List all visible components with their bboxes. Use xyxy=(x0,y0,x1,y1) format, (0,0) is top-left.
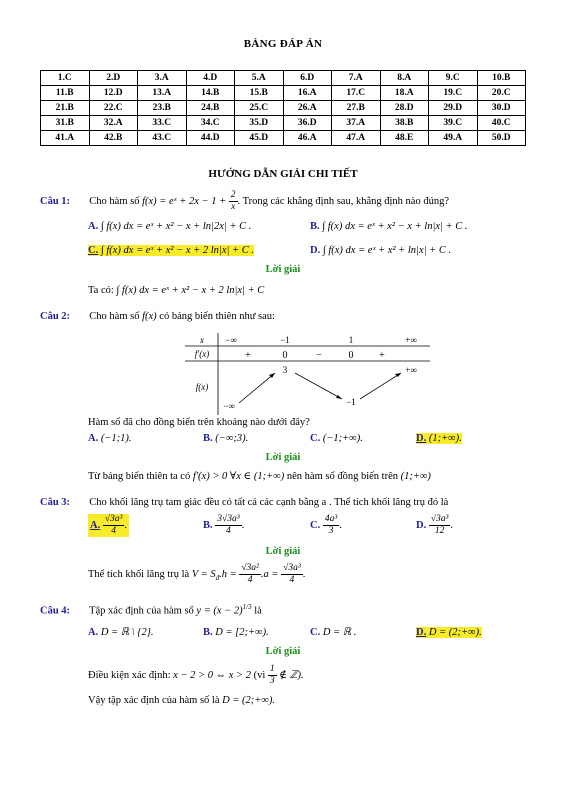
answer-key-cell: 2.D xyxy=(89,71,138,86)
q1-label: Câu 1: xyxy=(40,195,71,207)
q2-solution-heading: Lời giải xyxy=(265,452,301,463)
vt-f1: 3 xyxy=(282,365,288,375)
answer-key-cell: 36.D xyxy=(283,116,332,131)
answer-key-cell: 30.D xyxy=(477,101,526,116)
answer-key-cell: 50.D xyxy=(477,131,526,146)
q2-label: Câu 2: xyxy=(40,311,71,322)
q3-solution: Thể tích khối lăng trụ là $V = S_đ.h$ = $\frac{\text{√3a²}}{4}$ .a = $\frac{\text{√3a³}}{4}$ . xyxy=(88,563,306,585)
q3-solution-heading: Lời giải xyxy=(265,546,301,557)
vt-f-label: f(x) xyxy=(195,382,209,392)
vt-x3: +∞ xyxy=(405,335,417,345)
answer-key-cell: 17.C xyxy=(332,86,381,101)
answer-key-cell: 1.C xyxy=(41,71,90,86)
answer-key-cell: 32.A xyxy=(89,116,138,131)
answer-key-cell: 10.B xyxy=(477,71,526,86)
answer-key-cell: 35.D xyxy=(235,116,284,131)
answer-key-row xyxy=(41,86,526,101)
q1-stem: Câu 1: Cho hàm số f(x) = eˣ + 2x − 1 + $\frac{2}{x}$ . Trong các khẳng định sau, khẳng định nào đúng? xyxy=(40,190,449,212)
answer-key-row xyxy=(41,101,526,116)
vt-f0: −∞ xyxy=(223,401,235,411)
answer-key-row xyxy=(41,131,526,146)
answer-key-cell: 14.B xyxy=(186,86,235,101)
answer-key-table xyxy=(40,70,526,146)
vt-sign0: + xyxy=(245,350,251,361)
q1-option-d[interactable]: D. ∫ f(x) dx = eˣ + x² + ln|x| + C . xyxy=(310,245,452,256)
q1-option-c[interactable]: C. ∫ f(x) dx = eˣ + x² − x + 2 ln|x| + C . xyxy=(88,245,254,256)
answer-key-cell: 11.B xyxy=(41,86,90,101)
q4-option-d[interactable]: D. D = (2;+∞). xyxy=(416,627,482,638)
q1-option-a[interactable]: A. ∫ f(x) dx = eˣ + x² − x + ln|2x| + C . xyxy=(88,221,252,232)
q4-condition: Điều kiện xác định: x − 2 > 0 ⇔ x > 2 (vì $\frac{1}{3}$ ∉ ℤ). xyxy=(88,664,304,686)
answer-key-cell: 26.A xyxy=(283,101,332,116)
answer-key-cell: 16.A xyxy=(283,86,332,101)
answer-key-cell: 20.C xyxy=(477,86,526,101)
answer-key-cell: 27.B xyxy=(332,101,381,116)
answer-key-cell: 31.B xyxy=(41,116,90,131)
vt-x0: −∞ xyxy=(225,335,237,345)
answer-key-cell: 6.D xyxy=(283,71,332,86)
answer-key-cell: 29.D xyxy=(429,101,478,116)
q2-option-d[interactable]: D. (1;+∞). xyxy=(416,433,462,444)
answer-key-cell: 41.A xyxy=(41,131,90,146)
vt-arrow-up-1 xyxy=(239,373,275,403)
answer-key-cell: 49.A xyxy=(429,131,478,146)
answer-key-cell: 13.A xyxy=(138,86,187,101)
q4-option-b[interactable]: B. D = [2;+∞). xyxy=(203,627,269,638)
answer-key-cell: 45.D xyxy=(235,131,284,146)
answer-key-cell: 22.C xyxy=(89,101,138,116)
q4-stem: Câu 4: Tập xác định của hàm số $y = (x - 2)^{1/3}$ là xyxy=(40,603,262,617)
q3-option-a[interactable]: A. $\frac{\text{√3a³}}{4}$ . xyxy=(90,514,128,536)
q4-option-c[interactable]: C. D = ℝ . xyxy=(310,627,357,638)
q2-question: Hàm số đã cho đồng biến trên khoảng nào dưới đây? xyxy=(88,417,310,428)
answer-key-cell: 42.B xyxy=(89,131,138,146)
q1-solution-heading: Lời giải xyxy=(265,264,301,275)
solutions-title: HƯỚNG DẪN GIẢI CHI TIẾT xyxy=(208,168,358,180)
q3-option-b[interactable]: B. $\frac{\text{3√3a³}}{4}$ . xyxy=(203,514,245,536)
answer-key-cell: 46.A xyxy=(283,131,332,146)
answer-key-cell: 40.C xyxy=(477,116,526,131)
answer-key-cell: 34.C xyxy=(186,116,235,131)
vt-sign3: 0 xyxy=(348,350,354,361)
answer-key-cell: 23.B xyxy=(138,101,187,116)
q3-option-d[interactable]: D. $\frac{\text{√3a³}}{12}$ . xyxy=(416,514,454,536)
q4-solution-heading: Lời giải xyxy=(265,646,301,657)
q2-option-b[interactable]: B. (−∞;3). xyxy=(203,433,249,444)
answer-key-cell: 48.E xyxy=(380,131,429,146)
q4-option-a[interactable]: A. D = ℝ \ {2}. xyxy=(88,627,154,638)
answer-key-cell: 47.A xyxy=(332,131,381,146)
vt-sign4: + xyxy=(379,350,385,361)
answer-key-cell: 28.D xyxy=(380,101,429,116)
answer-key-cell: 39.C xyxy=(429,116,478,131)
answer-key-cell: 21.B xyxy=(41,101,90,116)
answer-key-row xyxy=(41,116,526,131)
vt-x1: −1 xyxy=(280,335,290,345)
answer-key-cell: 19.C xyxy=(429,86,478,101)
answer-key-cell: 44.D xyxy=(186,131,235,146)
variation-table xyxy=(185,333,430,415)
q2-option-c[interactable]: C. (−1;+∞). xyxy=(310,433,363,444)
q2-stem: Câu 2: Cho hàm số f(x) có bảng biến thiên như sau: xyxy=(40,311,275,322)
answer-key-cell: 5.A xyxy=(235,71,284,86)
answer-key-cell: 18.A xyxy=(380,86,429,101)
answer-key-cell: 37.A xyxy=(332,116,381,131)
vt-x-label: x xyxy=(200,335,204,345)
answer-key-cell: 7.A xyxy=(332,71,381,86)
vt-f2: −1 xyxy=(346,397,356,407)
vt-sign2: − xyxy=(316,350,322,361)
answer-key-cell: 3.A xyxy=(138,71,187,86)
vt-arrow-up-2 xyxy=(360,373,401,399)
answer-key-cell: 43.C xyxy=(138,131,187,146)
q4-conclusion: Vậy tập xác định của hàm số là D = (2;+∞). xyxy=(88,695,275,706)
q3-option-c[interactable]: C. $\frac{\text{4a³}}{3}$ . xyxy=(310,514,342,536)
vt-x2: 1 xyxy=(348,335,354,345)
q2-solution: Từ bảng biến thiên ta có f′(x) > 0 ∀x ∈ (1;+∞) nên hàm số đồng biến trên (1;+∞) xyxy=(88,471,431,482)
answer-key-cell: 24.B xyxy=(186,101,235,116)
vt-arrow-down xyxy=(295,373,342,399)
q1-solution: Ta có: ∫ f(x) dx = eˣ + x² − x + 2 ln|x| + C xyxy=(88,285,265,296)
vt-fp-label: f′(x) xyxy=(194,349,210,359)
q2-option-a[interactable]: A. (−1;1). xyxy=(88,433,132,444)
answer-key-cell: 12.D xyxy=(89,86,138,101)
vt-sign1: 0 xyxy=(282,350,288,361)
answer-key-cell: 4.D xyxy=(186,71,235,86)
vt-f3: +∞ xyxy=(405,365,417,375)
answer-key-row xyxy=(41,71,526,86)
q1-option-b[interactable]: B. ∫ f(x) dx = eˣ + x² − x + ln|x| + C . xyxy=(310,221,468,232)
q3-label: Câu 3: xyxy=(40,497,71,508)
answer-key-cell: 8.A xyxy=(380,71,429,86)
answer-key-cell: 15.B xyxy=(235,86,284,101)
answer-key-title: BẢNG ĐÁP ÁN xyxy=(243,38,323,50)
answer-key-cell: 25.C xyxy=(235,101,284,116)
answer-key-cell: 38.B xyxy=(380,116,429,131)
q3-stem: Câu 3: Cho khối lăng trụ tam giác đều có tất cả các cạnh bằng a . Thể tích khối lăng trụ đó là xyxy=(40,497,449,508)
answer-key-cell: 9.C xyxy=(429,71,478,86)
answer-key-cell: 33.C xyxy=(138,116,187,131)
q4-label: Câu 4: xyxy=(40,605,71,617)
